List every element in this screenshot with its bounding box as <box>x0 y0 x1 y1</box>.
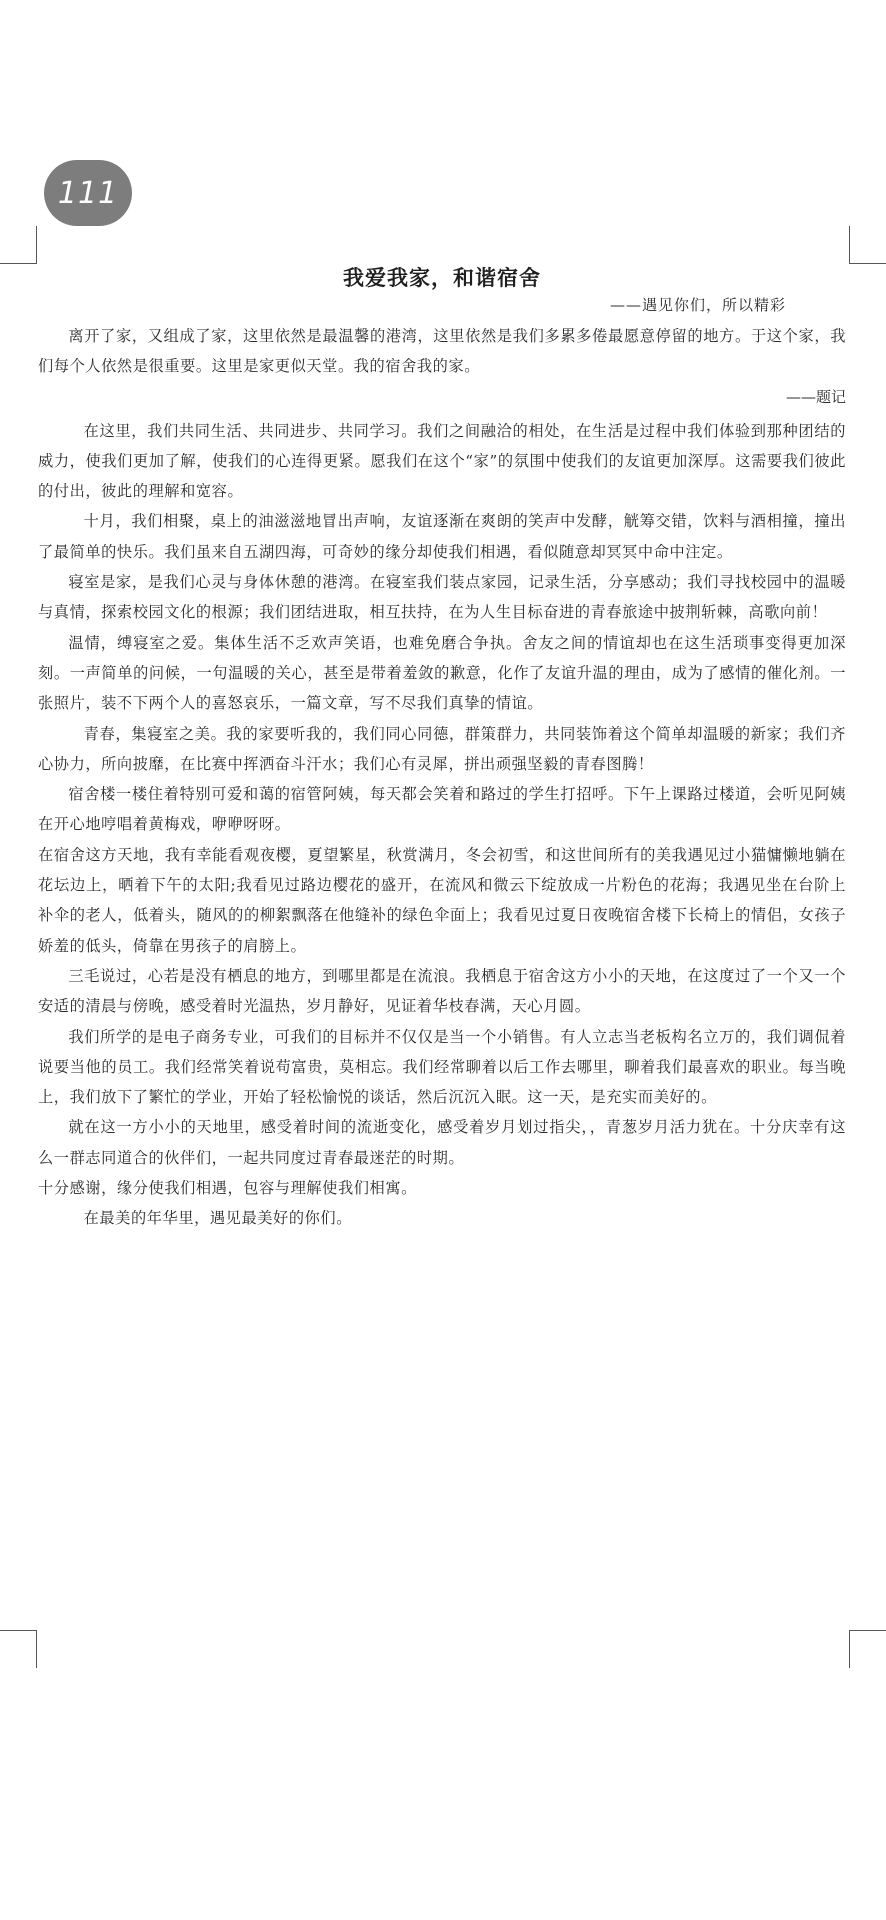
document-body <box>38 262 846 1234</box>
paragraph-4: 温情，缚寝室之爱。集体生活不乏欢声笑语，也难免磨合争执。舍友之间的情谊却也在这生活琐事变得更加深刻。一声简单的问候，一句温暖的关心，甚至是带着羞敛的歉意，化作了友谊升温的理由，成为了感情的催化剂。一张照片，装不下两个人的喜怒哀乐，一篇文章，写不尽我们真挚的情谊。 <box>38 633 846 713</box>
paragraph-9: 我们所学的是电子商务专业，可我们的目标并不仅仅是当一个小销售。有人立志当老板构名立万的，我们调侃着说要当他的员工。我们经常笑着说苟富贵，莫相忘。我们经常聊着以后工作去哪里，聊着我们最喜欢的职业。每当晚上，我们放下了繁忙的学业，开始了轻松愉悦的谈话，然后沉沉入眠。这一天，是充实而美好的。 <box>38 1027 846 1107</box>
paragraph-12: 在最美的年华里，遇见最美好的你们。 <box>83 1209 352 1228</box>
paragraph-2: 十月，我们相聚，桌上的油滋滋地冒出声响，友谊逐渐在爽朗的笑声中发酵，觥筹交错，饮料与酒相撞，撞出了最简单的快乐。我们虽来自五湖四海，可奇妙的缘分却使我们相遇，看似随意却冥冥中命中注定。 <box>38 512 846 561</box>
paragraph-6: 宿舍楼一楼住着特别可爱和蔼的宿管阿姨，每天都会笑着和路过的学生打招呼。下午上课路过楼道，会听见阿姨在开心地哼唱着黄梅戏，咿咿呀呀。 <box>38 785 846 834</box>
article-title: 我爱我家，和谐宿舍 <box>343 265 541 290</box>
article-subtitle: ——遇见你们，所以精彩 <box>609 296 786 314</box>
intro-paragraph: 离开了家，又组成了家，这里依然是最温馨的港湾，这里依然是我们多累多倦最愿意停留的地方。于这个家，我们每个人依然是很重要。这里是家更似天堂。我的宿舍我的家。 <box>38 327 846 376</box>
crop-mark-top-left <box>0 226 37 264</box>
crop-mark-bottom-right <box>849 1630 886 1668</box>
epigraph-signature: ——题记 <box>785 387 846 406</box>
paragraph-8: 三毛说过，心若是没有栖息的地方，到哪里都是在流浪。我栖息于宿舍这方小小的天地，在这度过了一个又一个安适的清晨与傍晚，感受着时光温热，岁月静好，见证着华枝春满，天心月圆。 <box>38 966 846 1016</box>
paragraph-10: 就在这一方小小的天地里，感受着时间的流逝变化，感受着岁月划过指尖，，青葱岁月活力犹在。十分庆幸有这么一群志同道合的伙伴们，一起共同度过青春最迷茫的时期。 <box>38 1118 846 1167</box>
crop-mark-top-right <box>849 226 886 264</box>
paragraph-7: 在宿舍这方天地，我有幸能看观夜樱，夏望繁星，秋赏满月，冬会初雪，和这世间所有的美我遇见过小猫慵懒地躺在花坛边上，晒着下午的太阳;我看见过路边樱花的盛开，在流风和微云下绽放成一片粉色的花海；我遇见坐在台阶上补伞的老人，低着头，随风的的柳絮飘落在他缝补的绿色伞面上；我看见过夏日夜晚宿舍楼下长椅上的情侣，女孩子娇羞的低头，倚靠在男孩子的肩膀上。 <box>38 845 846 955</box>
crop-mark-bottom-left <box>0 1630 37 1668</box>
page-number-badge: 111 <box>44 160 132 226</box>
paragraph-1: 在这里，我们共同生活、共同进步、共同学习。我们之间融洽的相处，在生活是过程中我们体验到那种团结的威力，使我们更加了解，使我们的心连得更紧。愿我们在这个“家”的氛围中使我们的友谊更加深厚。这需要我们彼此的付出，彼此的理解和宽容。 <box>38 421 846 501</box>
paragraph-3: 寝室是家，是我们心灵与身体休憩的港湾。在寝室我们装点家园，记录生活，分享感动；我们寻找校园中的温暖与真情，探索校园文化的根源；我们团结进取，相互扶持，在为人生目标奋进的青春旅途中披荆斩棘，高歌向前！ <box>38 573 846 622</box>
paragraph-5: 青春，集寝室之美。我的家要听我的，我们同心同德，群策群力，共同装饰着这个简单却温暖的新家；我们齐心协力，所向披靡，在比赛中挥洒奋斗汗水；我们心有灵犀，拼出顽强坚毅的青春图腾！ <box>38 724 846 773</box>
paragraph-11: 十分感谢，缘分使我们相遇，包容与理解使我们相寓。 <box>38 1179 417 1198</box>
